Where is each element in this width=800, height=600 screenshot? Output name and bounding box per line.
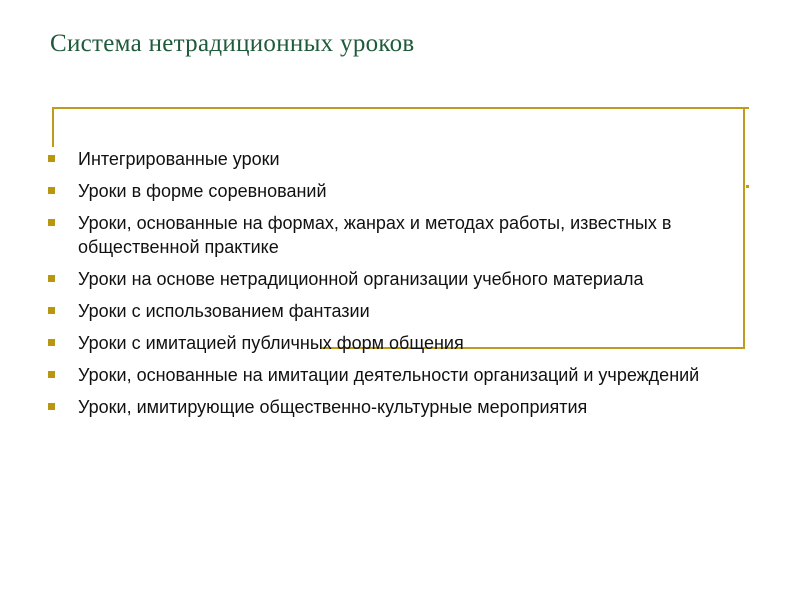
bullet-list bbox=[48, 147, 748, 427]
bullet-item bbox=[48, 211, 748, 259]
square-bullet-icon bbox=[48, 307, 55, 314]
bullet-text: Уроки, имитирующие общественно-культурные мероприятия bbox=[78, 397, 588, 417]
bullet-item bbox=[48, 267, 748, 291]
frame-top-line bbox=[52, 107, 749, 109]
bullet-text: Уроки, основанные на имитации деятельности организаций и учреждений bbox=[78, 365, 700, 385]
bullet-item bbox=[48, 179, 748, 203]
bullet-text: Уроки с использованием фантазии bbox=[78, 301, 370, 321]
bullet-item bbox=[48, 331, 748, 355]
bullet-item bbox=[48, 395, 748, 419]
square-bullet-icon bbox=[48, 339, 55, 346]
square-bullet-icon bbox=[48, 275, 55, 282]
bullet-item bbox=[48, 147, 748, 171]
bullet-item bbox=[48, 299, 748, 323]
bullet-text: Уроки на основе нетрадиционной организации учебного материала bbox=[78, 269, 644, 289]
square-bullet-icon bbox=[48, 219, 55, 226]
slide-title: Система нетрадиционных уроков bbox=[50, 30, 415, 57]
bullet-text: Уроки с имитацией публичных форм общения bbox=[78, 333, 464, 353]
square-bullet-icon bbox=[48, 403, 55, 410]
bullet-text: Уроки в форме соревнований bbox=[78, 181, 327, 201]
frame-left-line bbox=[52, 107, 54, 147]
square-bullet-icon bbox=[48, 155, 55, 162]
square-bullet-icon bbox=[48, 371, 55, 378]
bullet-text: Уроки, основанные на формах, жанрах и методах работы, известных в общественной практике bbox=[78, 213, 672, 257]
square-bullet-icon bbox=[48, 187, 55, 194]
bullet-item bbox=[48, 363, 748, 387]
bullet-text: Интегрированные уроки bbox=[78, 149, 280, 169]
